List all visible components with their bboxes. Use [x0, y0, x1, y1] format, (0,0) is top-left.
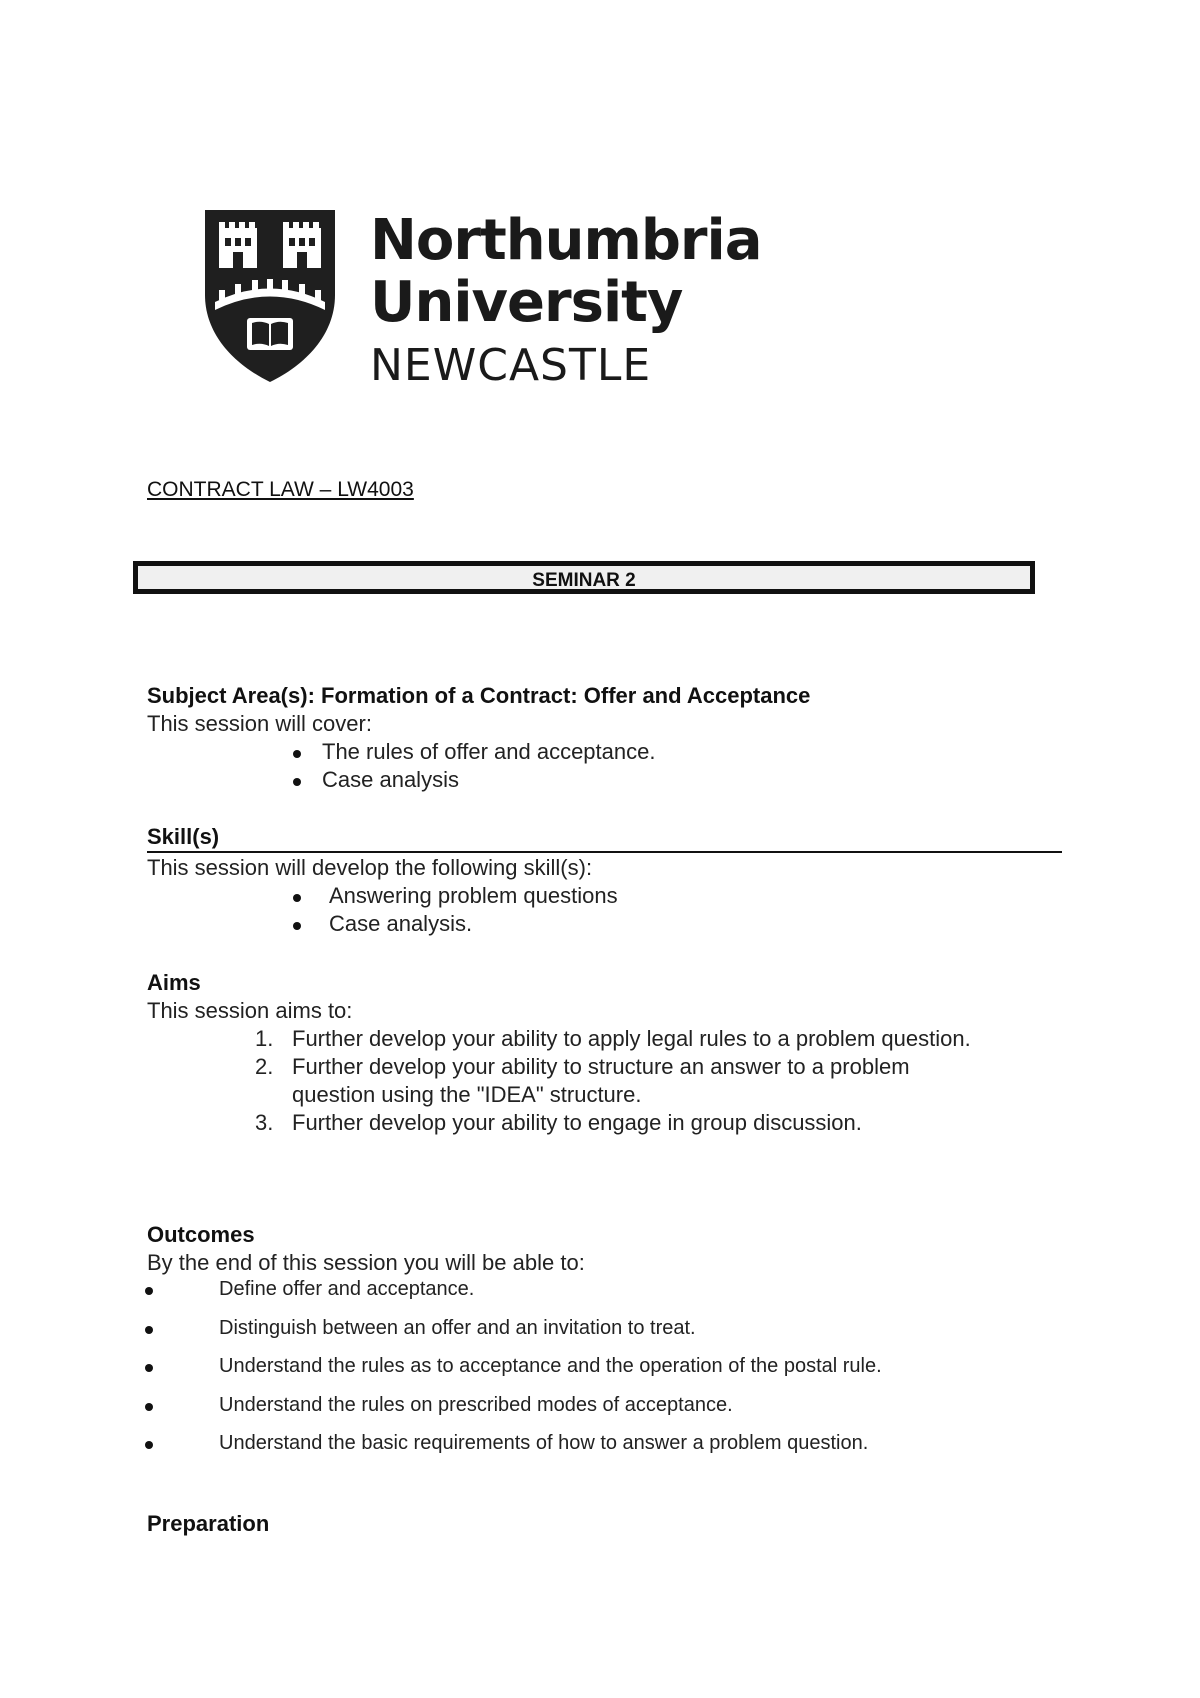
skills-item: Answering problem questions: [329, 883, 618, 908]
university-wordmark: [370, 210, 762, 398]
outcome-item: Distinguish between an offer and an invitation to treat.: [219, 1317, 696, 1339]
wordmark-northumbria: Northumbria: [370, 208, 762, 273]
seminar-label: SEMINAR 2: [532, 570, 636, 591]
skills-intro: This session will develop the following skill(s):: [147, 855, 593, 880]
outcomes-heading: Outcomes: [147, 1222, 255, 1247]
seminar-banner: [133, 561, 1035, 594]
bullet-icon: [145, 1287, 153, 1295]
bullet-icon: [145, 1403, 153, 1411]
subject-heading: Subject Area(s): Formation of a Contract: Offer and Acceptance: [147, 683, 811, 708]
subject-intro: This session will cover:: [147, 711, 372, 736]
bullet-icon: [293, 750, 301, 758]
section-divider: [147, 851, 1062, 853]
wordmark-newcastle: NEWCASTLE: [370, 340, 652, 391]
course-title: CONTRACT LAW – LW4003: [147, 478, 414, 501]
outcome-item: Define offer and acceptance.: [219, 1278, 475, 1300]
bullet-icon: [145, 1364, 153, 1372]
skills-item: Case analysis.: [329, 911, 473, 936]
subject-item: The rules of offer and acceptance.: [322, 739, 656, 764]
outcome-item: Understand the rules as to acceptance and the operation of the postal rule.: [219, 1355, 882, 1377]
wordmark-university: University: [370, 270, 683, 335]
outcomes-intro: By the end of this session you will be able to:: [147, 1250, 585, 1275]
aim-number: 3.: [255, 1110, 274, 1135]
university-crest-icon: [205, 210, 335, 382]
outcome-item: Understand the rules on prescribed modes of acceptance.: [219, 1394, 733, 1416]
aim-text: Further develop your ability to apply legal rules to a problem question.: [292, 1026, 971, 1051]
bullet-icon: [293, 894, 301, 902]
aim-text-continued: question using the "IDEA" structure.: [292, 1082, 642, 1107]
university-logo: [205, 208, 762, 391]
aim-number: 1.: [255, 1026, 274, 1051]
bullet-icon: [145, 1441, 153, 1449]
bullet-icon: [293, 922, 301, 930]
aim-text: Further develop your ability to engage in group discussion.: [292, 1110, 862, 1135]
aim-number: 2.: [255, 1054, 274, 1079]
skills-heading: Skill(s): [147, 824, 220, 849]
aims-intro: This session aims to:: [147, 998, 353, 1023]
outcome-item: Understand the basic requirements of how to answer a problem question.: [219, 1432, 869, 1454]
preparation-heading: Preparation: [147, 1511, 270, 1536]
subject-item: Case analysis: [322, 767, 459, 792]
aims-heading: Aims: [147, 970, 201, 995]
bullet-icon: [293, 778, 301, 786]
aim-text: Further develop your ability to structure an answer to a problem: [292, 1054, 910, 1079]
bullet-icon: [145, 1326, 153, 1334]
